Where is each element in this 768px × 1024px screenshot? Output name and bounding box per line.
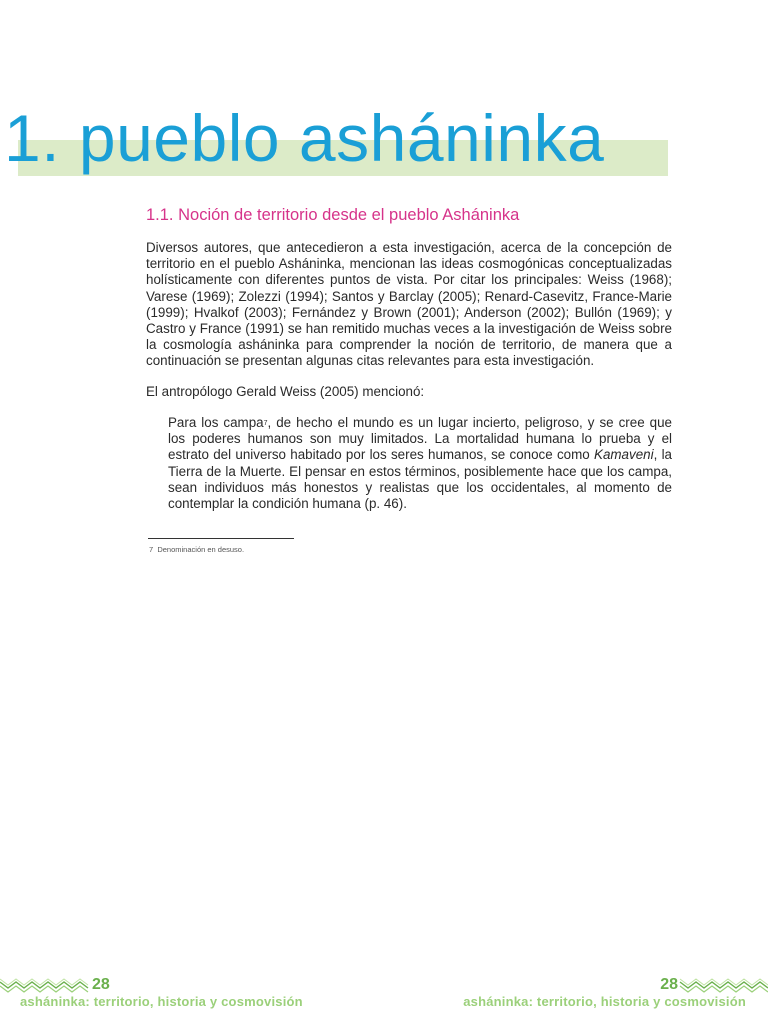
zigzag-ornament-icon — [0, 978, 90, 994]
footer-book-title-left: asháninka: territorio, historia y cosmovisión — [20, 994, 303, 1009]
page-number-right: 28 — [660, 976, 678, 993]
footnote-reference[interactable]: 7 — [263, 420, 268, 427]
block-quote — [168, 415, 672, 512]
footer-right — [428, 976, 768, 1016]
footer-book-title-right: asháninka: territorio, historia y cosmovisión — [463, 994, 746, 1009]
footer-left — [0, 976, 340, 1016]
section-heading: 1.1. Noción de territorio desde el pueblo Asháninka — [146, 206, 520, 224]
footnote-number: 7 — [149, 545, 154, 554]
body-paragraph-2: El antropólogo Gerald Weiss (2005) mencionó: — [146, 384, 425, 399]
footnote-text: Denominación en desuso. — [157, 545, 245, 554]
quote-italic-term: Kamaveni — [594, 447, 654, 463]
footnote — [149, 545, 244, 554]
body-paragraph-1: Diversos autores, que antecedieron a esta investigación, acerca de la concepción de territorio en el pueblo Asháninka, mencionan las ideas cosmogónicas conceptualizadas holísticamente con diferentes puntos de vista. Por citar los principales: Weiss (1968); Varese (1969); Zolezzi (1994); Santos y Barclay (2005); Renard-Casevitz, France-Marie (1999); Hvalkof (2003); Fernández y Brown (2001); Anderson (2002); Bullón (1969); y Castro y France (1991) se han remitido muchas veces a la investigación de Weiss sobre la cosmología asháninka para comprender la noción de territorio, de manera que a continuación se presentan algunas citas relevantes para esta investigación. — [146, 240, 672, 369]
page-number-left: 28 — [92, 976, 110, 993]
zigzag-ornament-icon — [678, 978, 768, 994]
quote-text-2: , de hecho el mundo es un lugar incierto, peligroso, y se cree que los poderes humanos son muy limitados. La mortalidad humana lo prueba y el estrato del universo habitado por los seres humanos, se conoce como — [168, 415, 672, 463]
footnote-divider — [148, 538, 294, 539]
quote-text-3: , la Tierra de la Muerte. El pensar en estos términos, posiblemente hace que los campa, sean individuos más honestos y realistas que los occidentales, al momento de contemplar la condición humana (p. 46). — [168, 447, 672, 512]
chapter-title: 1. pueblo asháninka — [4, 101, 605, 175]
quote-text-1: Para los campa — [168, 415, 264, 430]
